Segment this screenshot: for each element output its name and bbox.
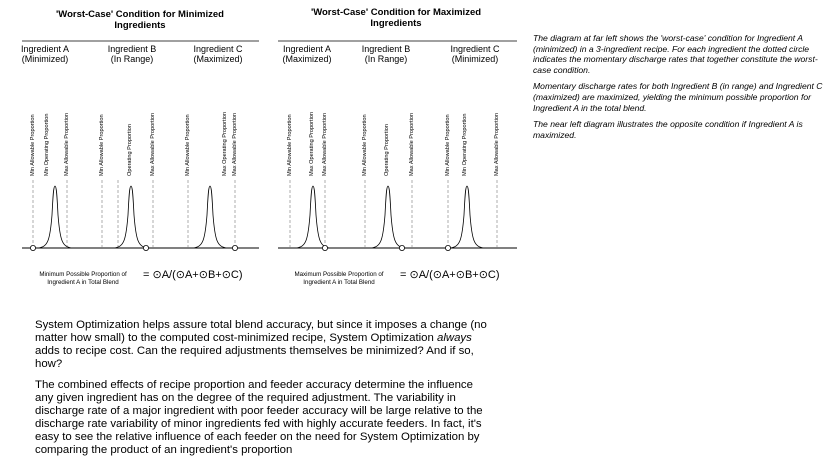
distribution-curve-c: [193, 186, 227, 248]
body-paragraph: The combined effects of recipe proportion and feeder accuracy determine the influence any given ingredient has on the degree of the required adjustment. The variability in discharge rate of a major ingredient with poor feeder accuracy will be large relative to the discharge rate variability of minor ingredients fed with highly accurate feeders. In fact, it's easy to see the relative influence of each feeder on the need for System Optimization by comparing the product of an ingredient's proportion: [35, 379, 483, 456]
distribution-curve-b: [114, 186, 148, 248]
ingredient-name: Ingredient C: [450, 44, 500, 54]
formula: = ⊙A/(⊙A+⊙B+⊙C): [143, 269, 243, 281]
line-label: Max Allowable Proportion: [64, 112, 70, 176]
ingredient-name: Ingredient A: [20, 44, 70, 54]
line-label: Min Allowable Proportion: [445, 114, 451, 176]
ingredient-condition: (Maximized): [193, 54, 243, 64]
ingredient-a-label: [272, 44, 342, 64]
ingredient-condition: (In Range): [364, 54, 408, 64]
worst-case-marker-c: [445, 245, 450, 250]
side-paragraph: The near left diagram illustrates the opposite condition if Ingredient A is maximized.: [533, 119, 803, 140]
line-label: Min Operating Proportion: [462, 113, 468, 176]
left-panel-title: 'Worst-Case' Condition for Minimized Ingredients: [56, 9, 224, 31]
line-label: Min Allowable Proportion: [362, 114, 368, 176]
line-label: Max Allowable Proportion: [232, 112, 238, 176]
side-paragraph: The diagram at far left shows the 'worst-case' condition for Ingredient A (minimized) in a 3-ingredient recipe. For each ingredient the dotted circle indicates the momentary discharge rates that together constitute the worst-case condition.: [533, 33, 818, 75]
body-paragraph: System Optimization helps assure total blend accuracy, but since it imposes a change (no matter how small) to the computed cost-minimized recipe, System Optimization always adds to recipe cost. Can the required adjustments themselves be minimized? And if so, how?: [35, 319, 487, 370]
line-label: Max Allowable Proportion: [322, 112, 328, 176]
ingredient-c-label: [183, 44, 253, 64]
line-label: Max Allowable Proportion: [150, 112, 156, 176]
ingredient-a-label: [10, 44, 80, 64]
side-description: [533, 33, 823, 146]
ingredient-condition: (Minimized): [451, 54, 499, 64]
ingredient-name: Ingredient B: [107, 44, 157, 54]
distribution-curve-c: [450, 186, 484, 248]
line-label: Max Allowable Proportion: [494, 112, 500, 176]
ingredient-condition: (Minimized): [21, 54, 69, 64]
formula-label: Minimum Possible Proportion of Ingredient A in Total Blend: [39, 271, 127, 286]
ingredient-name: Ingredient A: [282, 44, 332, 54]
line-label: Operating Proportion: [127, 124, 133, 176]
line-label: Max Operating Proportion: [309, 111, 315, 176]
line-label: Min Operating Proportion: [44, 113, 50, 176]
right-panel-title: 'Worst-Case' Condition for Maximized Ingredients: [310, 7, 482, 29]
body-text: [35, 319, 490, 465]
ingredient-name: Ingredient B: [361, 44, 411, 54]
worst-case-marker-b: [399, 245, 404, 250]
formula-label: Maximum Possible Proportion of Ingredient A in Total Blend: [294, 271, 384, 286]
ingredient-name: Ingredient C: [193, 44, 243, 54]
ingredient-condition: (Maximized): [282, 54, 332, 64]
side-paragraph: Momentary discharge rates for both Ingredient B (in range) and Ingredient C (maximized) are maximized, yielding the minimum possible proportion for Ingredient A in the total blend.: [533, 81, 823, 113]
ingredient-condition: (In Range): [110, 54, 154, 64]
line-label: Operating Proportion: [384, 124, 390, 176]
worst-case-marker-b: [143, 245, 148, 250]
ingredient-b-label: [351, 44, 421, 64]
line-label: Min Allowable Proportion: [30, 114, 36, 176]
worst-case-marker-a: [322, 245, 327, 250]
worst-case-marker-c: [232, 245, 237, 250]
formula: = ⊙A/(⊙A+⊙B+⊙C): [400, 269, 500, 281]
line-label: Min Allowable Proportion: [185, 114, 191, 176]
ingredient-b-label: [97, 44, 167, 64]
line-label: Max Allowable Proportion: [409, 112, 415, 176]
distribution-curve-b: [371, 186, 405, 248]
line-label: Max Operating Proportion: [222, 111, 228, 176]
emphasis: always: [436, 332, 472, 344]
ingredient-c-label: [440, 44, 510, 64]
line-label: Min Allowable Proportion: [287, 114, 293, 176]
line-label: Min Allowable Proportion: [99, 114, 105, 176]
worst-case-marker-a: [30, 245, 35, 250]
